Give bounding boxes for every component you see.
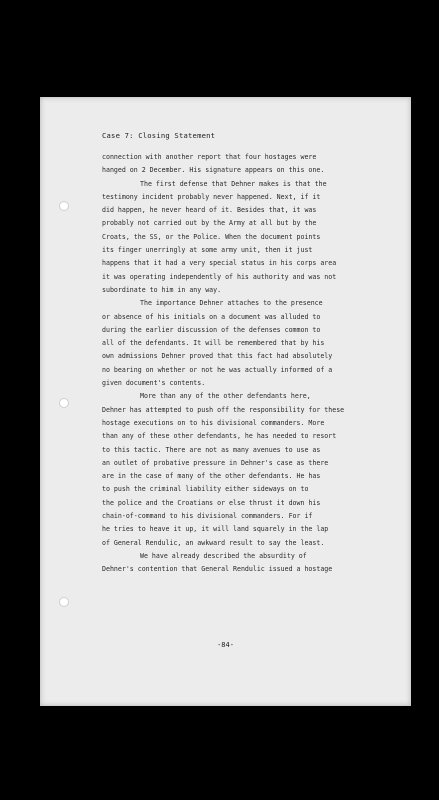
text-line: he tries to heave it up, it will land squarely in the lap [102,525,329,534]
text-line: hostage executions on to his divisional commanders. More [102,418,325,427]
text-line: of General Rendulic, an awkward result to say the least. [102,538,325,547]
text-line: its finger unerringly at some army unit, then it just [102,246,313,255]
text-line: given document's contents. [102,379,206,388]
text-line: or absence of his initials on a document was alluded to [102,312,321,321]
text-line: hanged on 2 December. His signature appears on this one. [102,166,325,175]
page-number: -84- [217,641,234,649]
text-line: no bearing on whether or not he was actually informed of a [102,365,333,374]
text-line: Croats, the SS, or the Police. When the document points [102,232,321,241]
text-line: are in the case of many of the other defendants. He has [102,472,321,481]
text-line: it was operating independently of his authority and was not [102,272,337,281]
text-line: to push the criminal liability either sideways on to [102,485,309,494]
text-line: chain-of-command to his divisional commanders. For if [102,512,313,521]
text-line: The importance Dehner attaches to the presence [140,299,323,308]
text-line: Dehner has attempted to push off the responsibility for these [102,405,345,414]
punch-hole [59,597,69,607]
text-line: the police and the Croatians or else thrust it down his [102,498,321,507]
punch-hole [59,398,69,408]
text-line: connection with another report that four hostages were [102,153,317,161]
page-header: Case 7: Closing Statement [102,131,216,140]
text-line: did happen, he never heard of it. Besides that, it was [102,206,317,215]
punch-hole [59,201,69,211]
text-line: an outlet of probative pressure in Dehner's case as there [102,458,329,467]
text-line: subordinate to him in any way. [102,285,222,294]
document-body [102,151,402,577]
text-line: during the earlier discussion of the defenses common to [102,325,321,334]
text-line: Dehner's contention that General Rendulic issued a hostage [102,565,333,574]
text-line: happens that it had a very special status in his corps area [102,259,337,268]
document-page [40,97,411,706]
text-line: all of the defendants. It will be remembered that by his [102,339,325,348]
text-line: own admissions Dehner proved that this fact had absolutely [102,352,333,361]
text-line: probably not carried out by the Army at all but by the [102,219,317,228]
text-line: than any of these other defendants, he has needed to resort [102,432,337,441]
text-line: We have already described the absurdity of [140,551,307,560]
text-line: More than any of the other defendants here, [140,392,311,401]
text-line: The first defense that Dehner makes is that the [140,179,327,188]
text-line: testimony incident probably never happened. Next, if it [102,192,321,201]
text-line: to this tactic. There are not as many avenues to use as [102,445,321,454]
